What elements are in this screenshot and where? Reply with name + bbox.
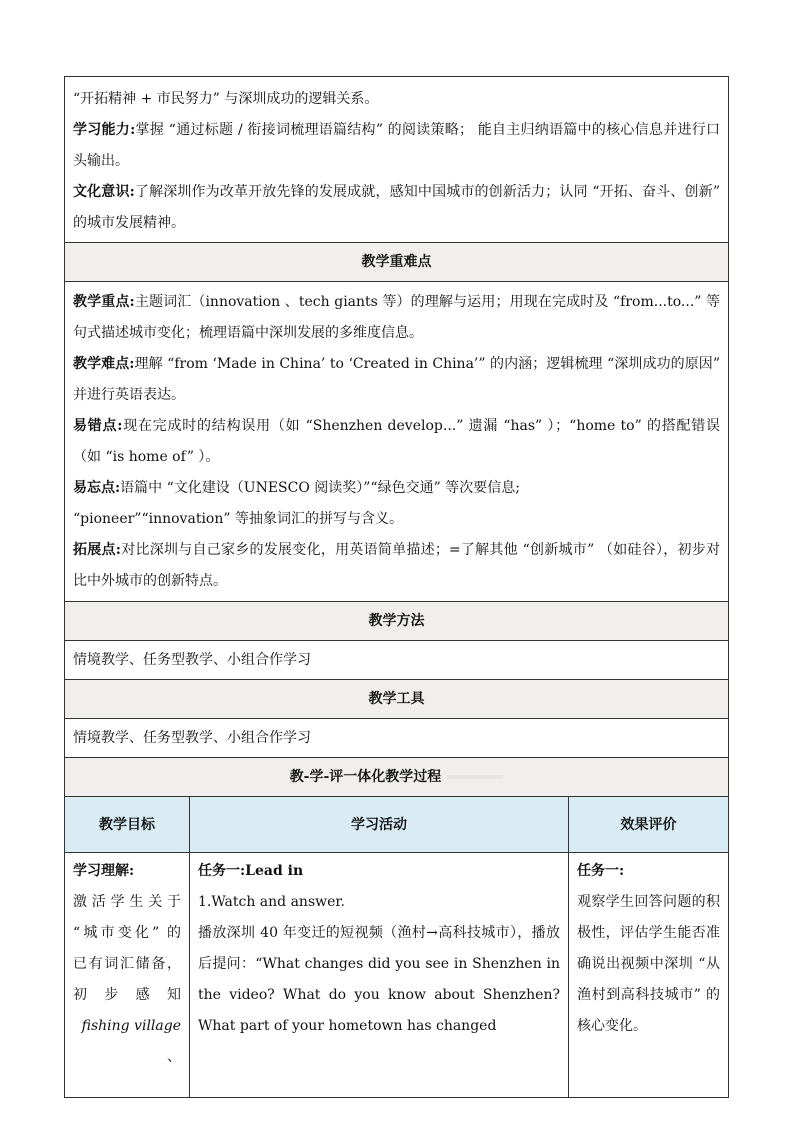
task-title: 任务一:Lead in — [198, 863, 304, 879]
error-point-paragraph — [65, 411, 728, 473]
column-header-goals: 教学目标 — [65, 797, 190, 852]
task-description: 播放深圳 40 年变迁的短视频（渔村→高科技城市），播放后提问：“What changes did you see in Shenzhen in the video? What do you know about Shenzhen? What part of your hometown has changed — [198, 925, 560, 1034]
goal-term-italic: fishing village — [81, 1018, 181, 1034]
extension-point-text: 对比深圳与自己家乡的发展变化，用英语简单描述；=了解其他 “创新城市” （如硅谷），初步对比中外城市的创新特点。 — [73, 542, 720, 589]
cultural-awareness-label: 文化意识: — [73, 184, 135, 200]
cultural-awareness-paragraph — [65, 177, 728, 239]
error-point-label: 易错点: — [73, 418, 123, 434]
goal-line-tail: 、 — [167, 1049, 181, 1065]
learning-ability-text: 掌握 “通过标题 / 衔接词梳理语篇结构” 的阅读策略； 能自主归纳语篇中的核心信息并进行口头输出。 — [73, 122, 721, 169]
header-decoration — [447, 775, 503, 779]
key-difficult-section — [65, 282, 728, 602]
activity-cell — [190, 853, 569, 1097]
key-point-paragraph — [65, 287, 728, 349]
task-step: 1.Watch and answer. — [198, 894, 346, 910]
column-header-activities: 学习活动 — [190, 797, 569, 852]
teaching-methods-text: 情境教学、任务型教学、小组合作学习 — [65, 641, 728, 680]
goal-line — [73, 1011, 181, 1073]
error-point-text: 现在完成时的结构误用（如 “Shenzhen develop...” 遗漏 “has” ）；“home to” 的搭配错误（如 “is home of” ）。 — [73, 418, 721, 465]
forget-point-label: 易忘点: — [73, 480, 121, 496]
forget-point-text-2: “pioneer”“innovation” 等抽象词汇的拼写与含义。 — [73, 511, 403, 527]
goal-line: “城市变化” 的 — [73, 925, 181, 941]
difficult-point-text: 理解 “from ‘Made in China’ to ‘Created in China’” 的内涵；逻辑梳理 “深圳成功的原因” 并进行英语表达。 — [73, 356, 720, 403]
extension-point-paragraph — [65, 535, 728, 597]
key-point-label: 教学重点: — [73, 294, 135, 310]
goal-label: 学习理解: — [73, 863, 135, 879]
key-point-text: 主题词汇（innovation 、tech giants 等）的理解与运用；用现在完成时及 “from...to...” 等句式描述城市变化；梳理语篇中深圳发展的多维度信息。 — [73, 294, 721, 341]
objective-line: “开拓精神 + 市民努力” 与深圳成功的逻辑关系。 — [73, 91, 379, 107]
goal-line: 已有词汇储备， — [73, 956, 181, 972]
teaching-methods-header: 教学方法 — [65, 602, 728, 641]
forget-point-paragraph — [65, 473, 728, 504]
goal-cell — [65, 853, 190, 1097]
process-column-headers — [65, 797, 728, 853]
objectives-section — [65, 77, 728, 243]
teaching-tools-text: 情境教学、任务型教学、小组合作学习 — [65, 719, 728, 758]
cultural-awareness-text: 了解深圳作为改革开放先锋的发展成就，感知中国城市的创新活力；认同 “开拓、奋斗、创新” 的城市发展精神。 — [73, 184, 721, 231]
learning-ability-paragraph — [65, 115, 728, 177]
process-header-title: 教-学-评一体化教学过程 — [289, 769, 442, 785]
goal-line: 初步感知 — [73, 987, 181, 1003]
evaluation-text: 观察学生回答问题的积极性，评估学生能否准确说出视频中深圳 “从渔村到高科技城市” 的核心变化。 — [577, 894, 720, 1034]
process-header — [65, 758, 728, 797]
key-difficult-header: 教学重难点 — [65, 243, 728, 282]
learning-ability-label: 学习能力: — [73, 122, 136, 138]
evaluation-cell — [569, 853, 728, 1097]
evaluation-label: 任务一: — [577, 863, 625, 879]
lesson-plan-table — [64, 76, 729, 1098]
process-row-task1 — [65, 853, 728, 1098]
goal-line: 激活学生关于 — [73, 894, 181, 910]
difficult-point-paragraph — [65, 349, 728, 411]
teaching-tools-header: 教学工具 — [65, 680, 728, 719]
forget-point-text-1: 语篇中 “文化建设（UNESCO 阅读奖）”“绿色交通” 等次要信息; — [120, 480, 520, 496]
extension-point-label: 拓展点: — [73, 542, 121, 558]
column-header-evaluation: 效果评价 — [620, 817, 677, 833]
difficult-point-label: 教学难点: — [73, 356, 135, 372]
